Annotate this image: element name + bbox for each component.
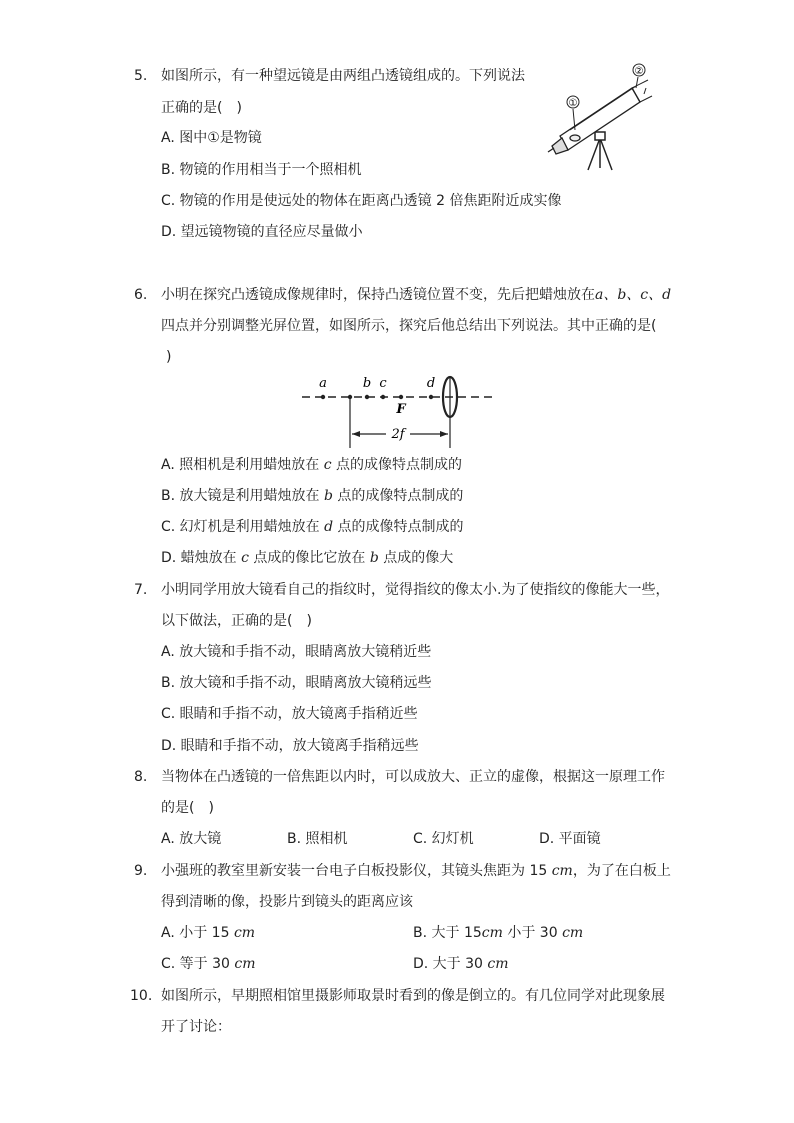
question-stem-line: 的是( ) — [161, 800, 214, 816]
label-b: b — [362, 376, 372, 391]
option-a[interactable]: A. 放大镜 — [161, 831, 222, 847]
point-a — [321, 395, 325, 399]
question-stem-line: 如图所示，有一种望远镜是由两组凸透镜组成的。下列说法 — [161, 68, 525, 84]
option-a[interactable]: A. 照相机是利用蜡烛放在 c 点的成像特点制成的 — [161, 457, 462, 473]
option-a[interactable]: A. 小于 15 cm — [161, 925, 256, 941]
question-stem-line: 小强班的教室里新安装一台电子白板投影仪，其镜头焦距为 15 cm，为了在白板上 — [161, 863, 671, 879]
question-number: 6. — [134, 287, 148, 303]
question-stem-line: ) — [166, 349, 172, 365]
label-d: d — [426, 376, 436, 391]
question-stem-line: 如图所示，早期照相馆里摄影师取景时看到的像是倒立的。有几位同学对此现象展 — [161, 988, 665, 1004]
label-a: a — [319, 376, 327, 391]
question-stem-line: 以下做法，正确的是( ) — [161, 613, 312, 629]
option-c[interactable]: C. 幻灯机是利用蜡烛放在 d 点的成像特点制成的 — [161, 519, 464, 535]
telescope-figure — [540, 58, 665, 183]
option-b[interactable]: B. 放大镜和手指不动，眼睛离放大镜稍远些 — [161, 675, 432, 691]
label-1: ① — [568, 98, 578, 109]
label-2: ② — [634, 66, 644, 77]
question-stem-line: 小明在探究凸透镜成像规律时，保持凸透镜位置不变，先后把蜡烛放在a、b、c、d — [161, 287, 672, 303]
question-number: 9. — [134, 863, 148, 879]
question-number: 10. — [130, 988, 153, 1004]
option-d[interactable]: D. 望远镜物镜的直径应尽量做小 — [161, 224, 363, 240]
option-d[interactable]: D. 大于 30 cm — [413, 956, 509, 972]
question-number: 7. — [134, 582, 148, 598]
label-c: c — [379, 376, 387, 391]
option-b[interactable]: B. 照相机 — [287, 831, 348, 847]
label-2f: 2f — [391, 427, 405, 442]
question-stem-line: 小明同学用放大镜看自己的指纹时，觉得指纹的像太小.为了使指纹的像能大一些， — [161, 582, 670, 598]
option-d[interactable]: D. 眼睛和手指不动，放大镜离手指稍远些 — [161, 738, 419, 754]
option-c[interactable]: C. 等于 30 cm — [161, 956, 256, 972]
option-c[interactable]: C. 幻灯机 — [413, 831, 474, 847]
lens-diagram — [298, 370, 498, 450]
option-b[interactable]: B. 物镜的作用相当于一个照相机 — [161, 162, 362, 178]
option-b[interactable]: B. 放大镜是利用蜡烛放在 b 点的成像特点制成的 — [161, 488, 464, 504]
question-stem-line: 正确的是( ) — [161, 100, 242, 116]
question-stem-line: 得到清晰的像，投影片到镜头的距离应该 — [161, 894, 413, 910]
option-d[interactable]: D. 蜡烛放在 c 点成的像比它放在 b 点成的像大 — [161, 550, 454, 566]
question-number: 5. — [134, 68, 148, 84]
question-stem-line: 四点并分别调整光屏位置，如图所示，探究后他总结出下列说法。其中正确的是( — [161, 318, 657, 334]
point-c — [381, 395, 385, 399]
point-variables: a、b、c、d — [595, 287, 672, 303]
question-stem-line: 开了讨论： — [161, 1019, 231, 1035]
option-d[interactable]: D. 平面镜 — [539, 831, 601, 847]
option-b[interactable]: B. 大于 15cm 小于 30 cm — [413, 925, 584, 941]
option-a[interactable]: A. 图中①是物镜 — [161, 130, 262, 146]
question-stem-line: 当物体在凸透镜的一倍焦距以内时，可以成放大、正立的虚像，根据这一原理工作 — [161, 769, 665, 785]
question-number: 8. — [134, 769, 148, 785]
option-c[interactable]: C. 眼睛和手指不动，放大镜离手指稍近些 — [161, 706, 418, 722]
tripod-figure — [588, 132, 612, 170]
point-d — [429, 395, 433, 399]
point-b — [365, 395, 369, 399]
option-a[interactable]: A. 放大镜和手指不动，眼睛离放大镜稍近些 — [161, 644, 432, 660]
label-F: F — [396, 402, 406, 417]
point-f — [399, 395, 403, 399]
option-c[interactable]: C. 物镜的作用是使远处的物体在距离凸透镜 2 倍焦距附近成实像 — [161, 193, 562, 209]
